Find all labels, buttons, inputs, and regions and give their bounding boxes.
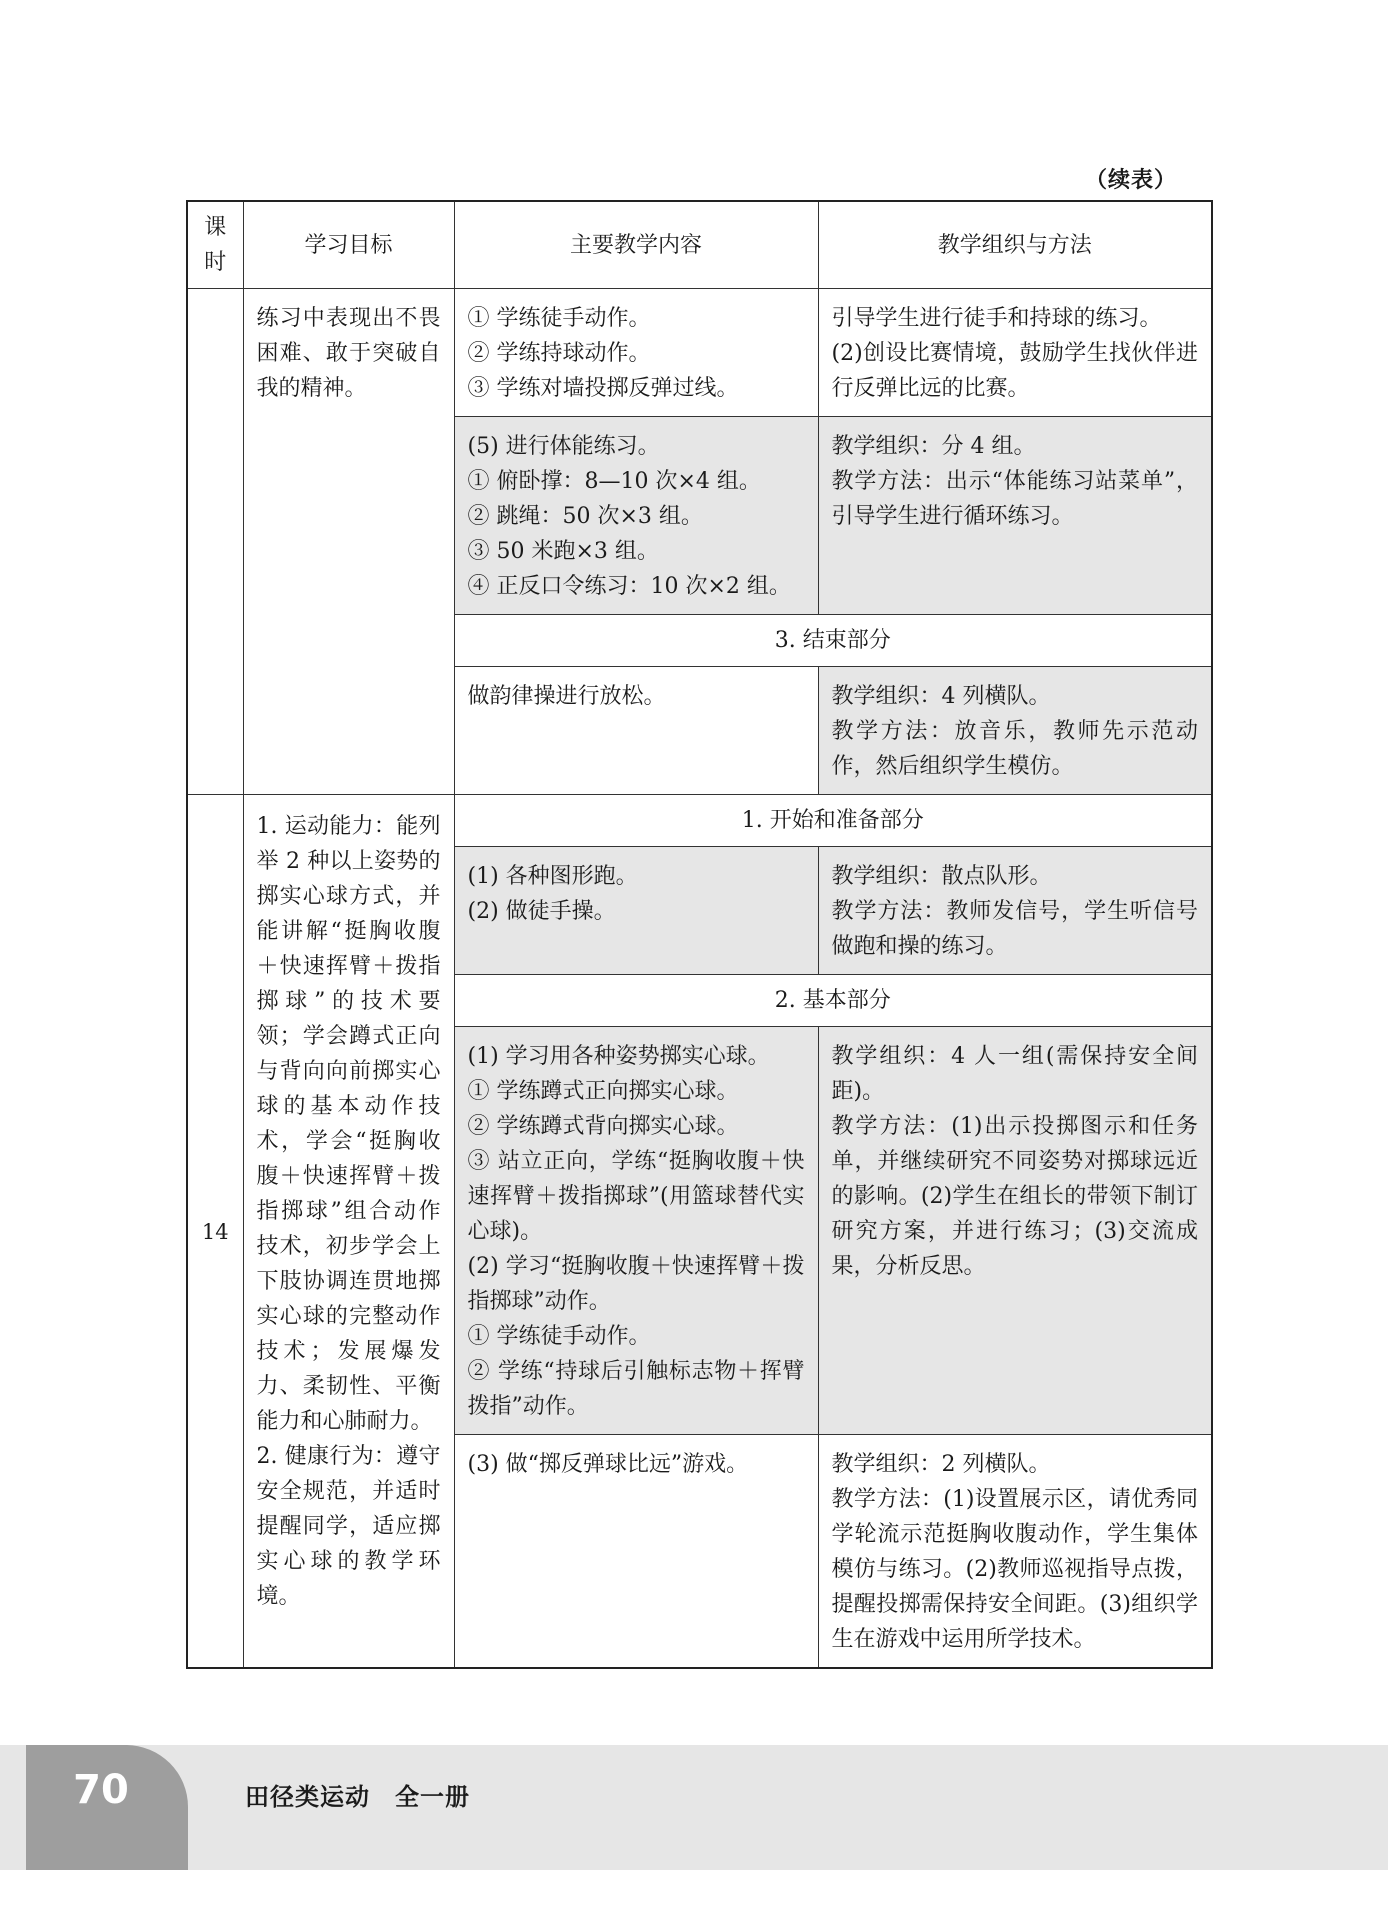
content-line: (1) 各种图形跑。 (467, 864, 638, 889)
method-cell (818, 1027, 1212, 1435)
method-line: 教学组织：4 人一组(需保持安全间距)。 (831, 1044, 1198, 1104)
method-line: 教学组织：散点队形。 (831, 864, 1052, 889)
content-cell (454, 667, 818, 795)
header-row (187, 201, 1212, 289)
content-cell (454, 847, 818, 975)
method-line: 教学方法：出示“体能练习站菜单”，引导学生进行循环练习。 (831, 469, 1198, 529)
page-number: 70 (73, 1767, 129, 1813)
content-line: ② 学练持球动作。 (467, 341, 651, 366)
method-line: 教学方法：(1)设置展示区，请优秀同学轮流示范挺胸收腹动作，学生集体模仿与练习。(2)教师巡视指导点拨，提醒投掷需保持安全间距。(3)组织学生在游戏中运用所学技术。 (831, 1487, 1198, 1652)
section-heading: 2. 基本部分 (454, 975, 1212, 1027)
method-cell (818, 667, 1212, 795)
header-lesson: 课时 (187, 201, 243, 289)
content-line: ③ 学练对墙投掷反弹过线。 (467, 376, 739, 401)
content-cell (454, 1027, 818, 1435)
content-line: ① 学练蹲式正向掷实心球。 (467, 1079, 739, 1104)
lesson-plan-table (186, 200, 1213, 1669)
content-line: (5) 进行体能练习。 (467, 434, 660, 459)
content-line: ② 跳绳：50 次×3 组。 (467, 504, 703, 529)
table-row (187, 795, 1212, 847)
footer-bar (0, 1745, 1388, 1870)
content-cell (454, 417, 818, 615)
content-cell (454, 289, 818, 417)
continued-label: （续表） (1084, 168, 1177, 193)
content-line: (1) 学习用各种姿势掷实心球。 (467, 1044, 770, 1069)
content-line: ② 学练“持球后引触标志物＋挥臂拨指”动作。 (467, 1359, 805, 1419)
content-line: (3) 做“掷反弹球比远”游戏。 (467, 1452, 749, 1477)
content-line: 做韵律操进行放松。 (467, 684, 666, 709)
method-cell (818, 289, 1212, 417)
method-cell (818, 417, 1212, 615)
method-line: 教学方法：教师发信号，学生听信号做跑和操的练习。 (831, 899, 1198, 959)
goals-cell: 练习中表现出不畏困难、敢于突破自我的精神。 (243, 289, 454, 795)
section-heading: 1. 开始和准备部分 (454, 795, 1212, 847)
content-line: ④ 正反口令练习：10 次×2 组。 (467, 574, 791, 599)
content-line: (2) 学习“挺胸收腹＋快速挥臂＋拨指掷球”动作。 (467, 1254, 805, 1314)
content-line: ① 学练徒手动作。 (467, 306, 651, 331)
method-line: 教学组织：分 4 组。 (831, 434, 1036, 459)
method-line: 教学方法：(1)出示投掷图示和任务单，并继续研究不同姿势对掷球远近的影响。(2)学生在组长的带领下制订研究方案，并进行练习；(3)交流成果，分析反思。 (831, 1114, 1198, 1279)
content-cell (454, 1435, 818, 1669)
method-line: 教学组织：4 列横队。 (831, 684, 1051, 709)
method-line: 引导学生进行徒手和持球的练习。 (831, 306, 1162, 331)
goal-item: 2. 健康行为：遵守安全规范，并适时提醒同学，适应掷实心球的教学环境。 (256, 1444, 441, 1609)
lesson-number: 14 (187, 795, 243, 1669)
goals-cell (243, 795, 454, 1669)
content-line: ③ 50 米跑×3 组。 (467, 539, 659, 564)
method-cell (818, 1435, 1212, 1669)
content-line: ② 学练蹲式背向掷实心球。 (467, 1114, 739, 1139)
header-content: 主要教学内容 (454, 201, 818, 289)
content-line: ① 学练徒手动作。 (467, 1324, 651, 1349)
method-cell (818, 847, 1212, 975)
method-line: 教学组织：2 列横队。 (831, 1452, 1051, 1477)
section-heading: 3. 结束部分 (454, 615, 1212, 667)
content-line: ① 俯卧撑：8—10 次×4 组。 (467, 469, 761, 494)
method-line: 教学方法：放音乐，教师先示范动作，然后组织学生模仿。 (831, 719, 1198, 779)
header-method: 教学组织与方法 (818, 201, 1212, 289)
content-line: ③ 站立正向，学练“挺胸收腹＋快速挥臂＋拨指掷球”(用篮球替代实心球)。 (467, 1149, 805, 1244)
lesson-cell (187, 289, 243, 795)
book-title: 田径类运动 全一册 (245, 1783, 470, 1811)
content-line: (2) 做徒手操。 (467, 899, 616, 924)
method-line: (2)创设比赛情境，鼓励学生找伙伴进行反弹比远的比赛。 (831, 341, 1198, 401)
table-row (187, 289, 1212, 417)
goal-item: 1. 运动能力：能列举 2 种以上姿势的掷实心球方式，并能讲解“挺胸收腹＋快速挥臂＋拨指掷球”的技术要领；学会蹲式正向与背向向前掷实心球的基本动作技术，学会“挺胸收腹＋快速挥臂＋拨指掷球”组合动作技术，初步学会上下肢协调连贯地掷实心球的完整动作技术；发展爆发力、柔韧性、平衡能力和心肺耐力。 (256, 814, 441, 1434)
header-goals: 学习目标 (243, 201, 454, 289)
